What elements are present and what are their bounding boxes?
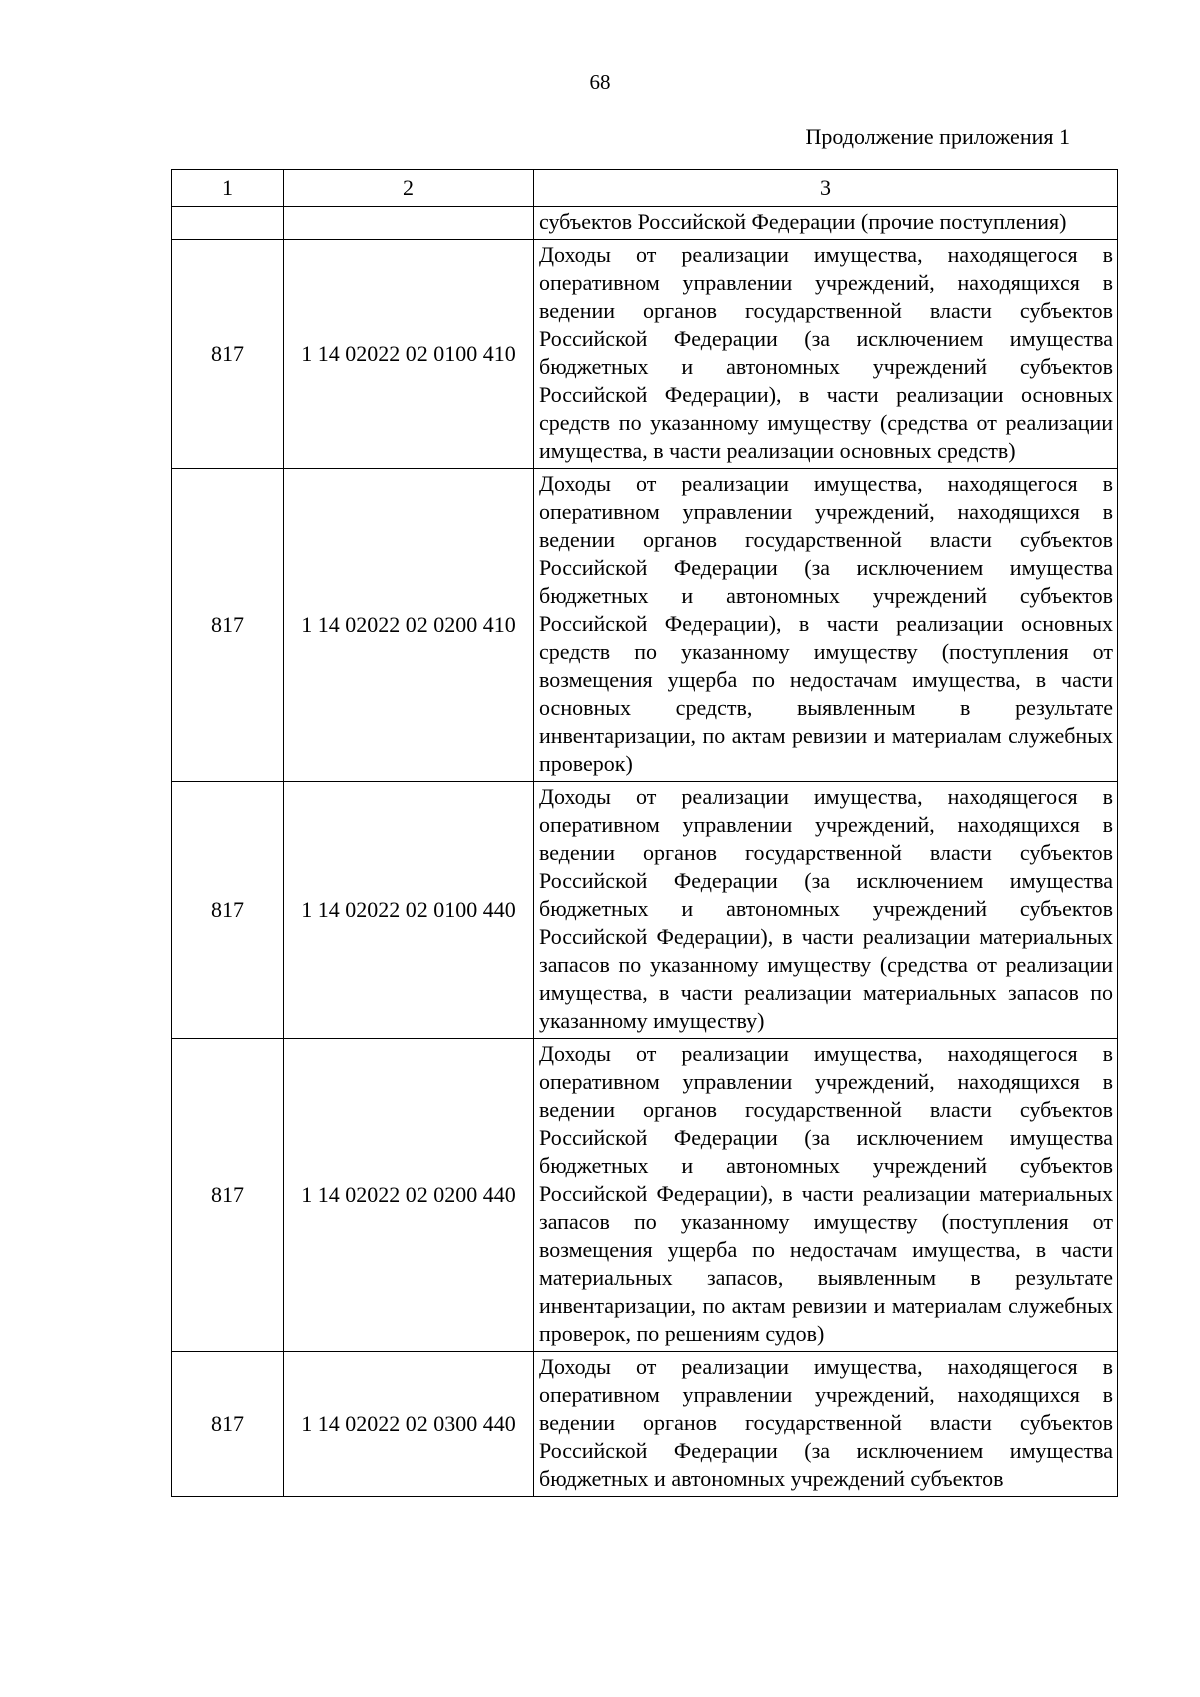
table-row: [172, 240, 1118, 469]
table-row: [172, 207, 1118, 240]
budget-code-cell: 1 14 02022 02 0300 440: [284, 1352, 534, 1497]
appendix-continuation-label: Продолжение приложения 1: [805, 124, 1070, 149]
description-cell: Доходы от реализации имущества, находящегося в оперативном управлении учреждений, находящихся в ведении органов государственной власти субъектов Российской Федерации (за исключением имущества бюджетных и автономных учреждений субъектов Российской Федерации), в части реализации основных средств по указанному имуществу (средства от реализации имущества, в части реализации основных средств): [534, 240, 1118, 469]
table-header-row: [172, 170, 1118, 207]
description-cell: Доходы от реализации имущества, находящегося в оперативном управлении учреждений, находящихся в ведении органов государственной власти субъектов Российской Федерации (за исключением имущества бюджетных и автономных учреждений субъектов: [534, 1352, 1118, 1497]
budget-code-cell: [284, 207, 534, 240]
column-header-3: 3: [534, 170, 1118, 207]
description-cell: Доходы от реализации имущества, находящегося в оперативном управлении учреждений, находящихся в ведении органов государственной власти субъектов Российской Федерации (за исключением имущества бюджетных и автономных учреждений субъектов Российской Федерации), в части реализации материальных запасов по указанному имуществу (поступления от возмещения ущерба по недостачам имущества, в части материальных запасов, выявленным в результате инвентаризации, по актам ревизии и материалам служебных проверок, по решениям судов): [534, 1039, 1118, 1352]
admin-code-cell: 817: [172, 240, 284, 469]
table-row: [172, 1039, 1118, 1352]
table-row: [172, 469, 1118, 782]
column-header-1: 1: [172, 170, 284, 207]
description-cell: субъектов Российской Федерации (прочие поступления): [534, 207, 1118, 240]
admin-code-cell: 817: [172, 1352, 284, 1497]
budget-code-cell: 1 14 02022 02 0200 410: [284, 469, 534, 782]
budget-code-cell: 1 14 02022 02 0100 440: [284, 782, 534, 1039]
column-header-2: 2: [284, 170, 534, 207]
admin-code-cell: 817: [172, 782, 284, 1039]
admin-code-cell: [172, 207, 284, 240]
description-cell: Доходы от реализации имущества, находящегося в оперативном управлении учреждений, находящихся в ведении органов государственной власти субъектов Российской Федерации (за исключением имущества бюджетных и автономных учреждений субъектов Российской Федерации), в части реализации основных средств по указанному имуществу (поступления от возмещения ущерба по недостачам имущества, в части основных средств, выявленным в результате инвентаризации, по актам ревизии и материалам служебных проверок): [534, 469, 1118, 782]
admin-code-cell: 817: [172, 469, 284, 782]
budget-code-cell: 1 14 02022 02 0200 440: [284, 1039, 534, 1352]
table-row: [172, 782, 1118, 1039]
page-number: 68: [589, 70, 611, 94]
budget-code-cell: 1 14 02022 02 0100 410: [284, 240, 534, 469]
description-cell: Доходы от реализации имущества, находящегося в оперативном управлении учреждений, находящихся в ведении органов государственной власти субъектов Российской Федерации (за исключением имущества бюджетных и автономных учреждений субъектов Российской Федерации), в части реализации материальных запасов по указанному имуществу (средства от реализации имущества, в части реализации материальных запасов по указанному имуществу): [534, 782, 1118, 1039]
revenue-codes-table: [171, 169, 1118, 1497]
admin-code-cell: 817: [172, 1039, 284, 1352]
table-row: [172, 1352, 1118, 1497]
